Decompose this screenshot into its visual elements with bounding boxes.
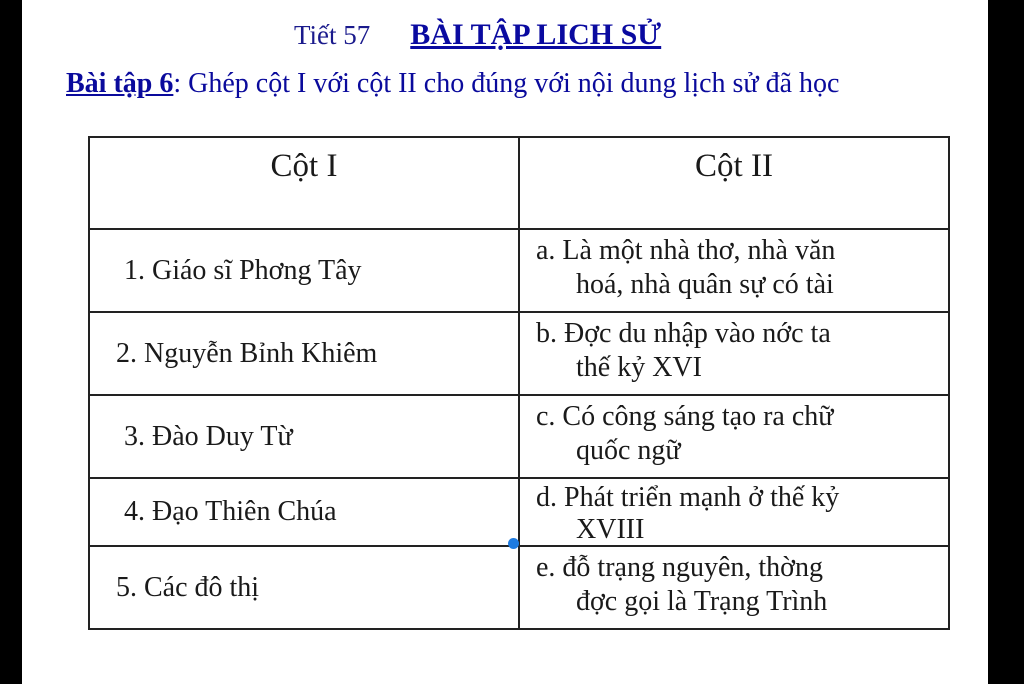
instruction-line	[66, 68, 839, 100]
table-row	[89, 395, 949, 478]
table-row	[89, 229, 949, 312]
table-row	[89, 546, 949, 629]
instruction-text: : Ghép cột I với cột II cho đúng với nội dung lịch sử đã học	[173, 68, 840, 99]
column-2-header: Cột II	[519, 137, 949, 229]
pointer-dot	[508, 538, 519, 549]
column-1-header: Cột I	[89, 137, 519, 229]
column-2-cell: a. Là một nhà thơ, nhà văn hoá, nhà quân sự có tài	[519, 229, 949, 312]
column-2-cell: e. đỗ trạng nguyên, thờng đợc gọi là Trạng Trình	[519, 546, 949, 629]
exercise-label: Bài tập 6	[66, 68, 174, 99]
column-2-cell: d. Phát triển mạnh ở thế kỷ XVIII	[519, 478, 949, 546]
column-1-cell: 1. Giáo sĩ Phơng Tây	[89, 229, 519, 312]
column-2-cell: b. Đợc du nhập vào nớc ta thế kỷ XVI	[519, 312, 949, 395]
slide	[22, 0, 988, 684]
column-1-cell: 4. Đạo Thiên Chúa	[89, 478, 519, 546]
column-1-cell: 5. Các đô thị	[89, 546, 519, 629]
lesson-title: BÀI TẬP LICH SỬ	[410, 18, 662, 51]
lesson-number: Tiết 57	[294, 20, 371, 50]
column-1-cell: 3. Đào Duy Từ	[89, 395, 519, 478]
table-row	[89, 312, 949, 395]
matching-table	[88, 136, 950, 630]
column-1-cell: 2. Nguyễn Bỉnh Khiêm	[89, 312, 519, 395]
table-row	[89, 478, 949, 546]
table-header-row	[89, 137, 949, 229]
column-2-cell: c. Có công sáng tạo ra chữ quốc ngữ	[519, 395, 949, 478]
title-line	[294, 18, 661, 58]
